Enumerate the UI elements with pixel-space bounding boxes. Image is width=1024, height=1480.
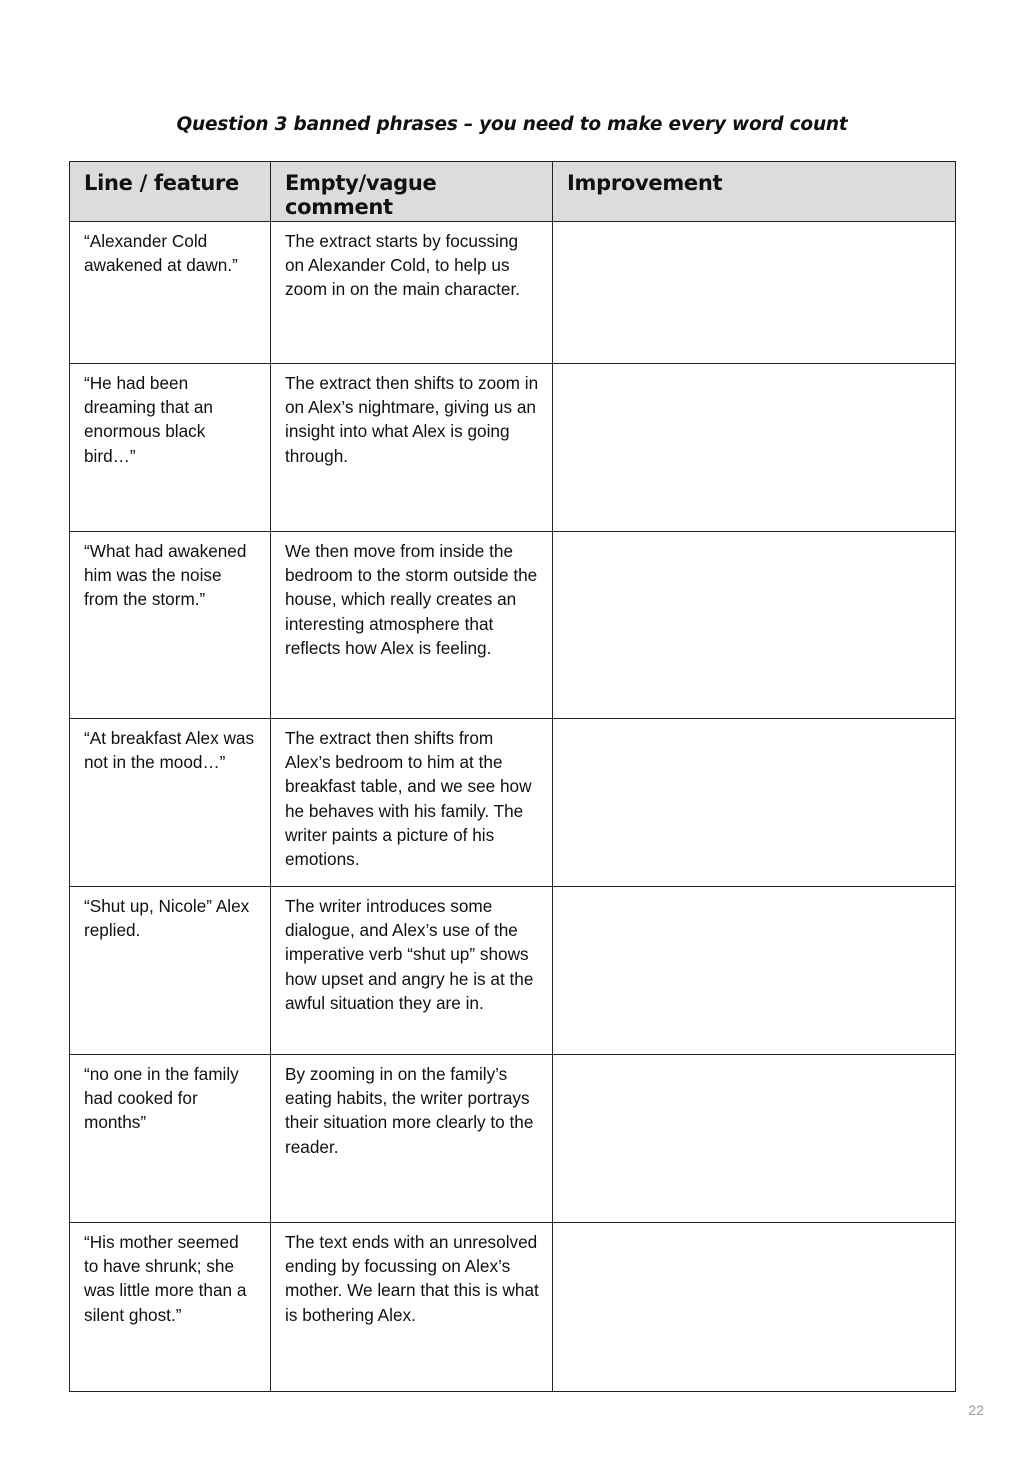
table-row — [70, 222, 956, 364]
comment-cell: By zooming in on the family’s eating habits, the writer portrays their situation more clearly to the reader. — [271, 1055, 553, 1223]
improvement-cell[interactable] — [553, 364, 956, 532]
improvement-cell[interactable] — [553, 222, 956, 364]
improvement-cell[interactable] — [553, 887, 956, 1055]
line-feature-cell: “Shut up, Nicole” Alex replied. — [70, 887, 271, 1055]
improvement-cell[interactable] — [553, 1223, 956, 1392]
comment-cell: The extract starts by focussing on Alexander Cold, to help us zoom in on the main character. — [271, 222, 553, 364]
table-row — [70, 719, 956, 887]
improvement-cell[interactable] — [553, 532, 956, 719]
header-empty-vague-comment: Empty/vague comment — [271, 162, 553, 222]
header-line-feature: Line / feature — [70, 162, 271, 222]
line-feature-cell: “Alexander Cold awakened at dawn.” — [70, 222, 271, 364]
improvement-cell[interactable] — [553, 719, 956, 887]
comment-cell: We then move from inside the bedroom to the storm outside the house, which really creates an interesting atmosphere that reflects how Alex is feeling. — [271, 532, 553, 719]
comment-cell: The extract then shifts from Alex’s bedroom to him at the breakfast table, and we see how he behaves with his family. The writer paints a picture of his emotions. — [271, 719, 553, 887]
page-title: Question 3 banned phrases – you need to make every word count — [176, 114, 848, 135]
table-row — [70, 532, 956, 719]
comment-cell: The writer introduces some dialogue, and Alex’s use of the imperative verb “shut up” shows how upset and angry he is at the awful situation they are in. — [271, 887, 553, 1055]
improvement-cell[interactable] — [553, 1055, 956, 1223]
table-row — [70, 887, 956, 1055]
table-row — [70, 364, 956, 532]
line-feature-cell: “no one in the family had cooked for months” — [70, 1055, 271, 1223]
line-feature-cell: “His mother seemed to have shrunk; she was little more than a silent ghost.” — [70, 1223, 271, 1392]
table-row — [70, 1223, 956, 1392]
line-feature-cell: “He had been dreaming that an enormous black bird…” — [70, 364, 271, 532]
comment-cell: The extract then shifts to zoom in on Alex’s nightmare, giving us an insight into what Alex is going through. — [271, 364, 553, 532]
table-header-row — [70, 162, 956, 222]
table-row — [70, 1055, 956, 1223]
banned-phrases-table — [69, 161, 956, 1392]
comment-cell: The text ends with an unresolved ending by focussing on Alex’s mother. We learn that this is what is bothering Alex. — [271, 1223, 553, 1392]
line-feature-cell: “What had awakened him was the noise from the storm.” — [70, 532, 271, 719]
header-improvement: Improvement — [553, 162, 956, 222]
line-feature-cell: “At breakfast Alex was not in the mood…” — [70, 719, 271, 887]
page-number: 22 — [968, 1402, 984, 1418]
